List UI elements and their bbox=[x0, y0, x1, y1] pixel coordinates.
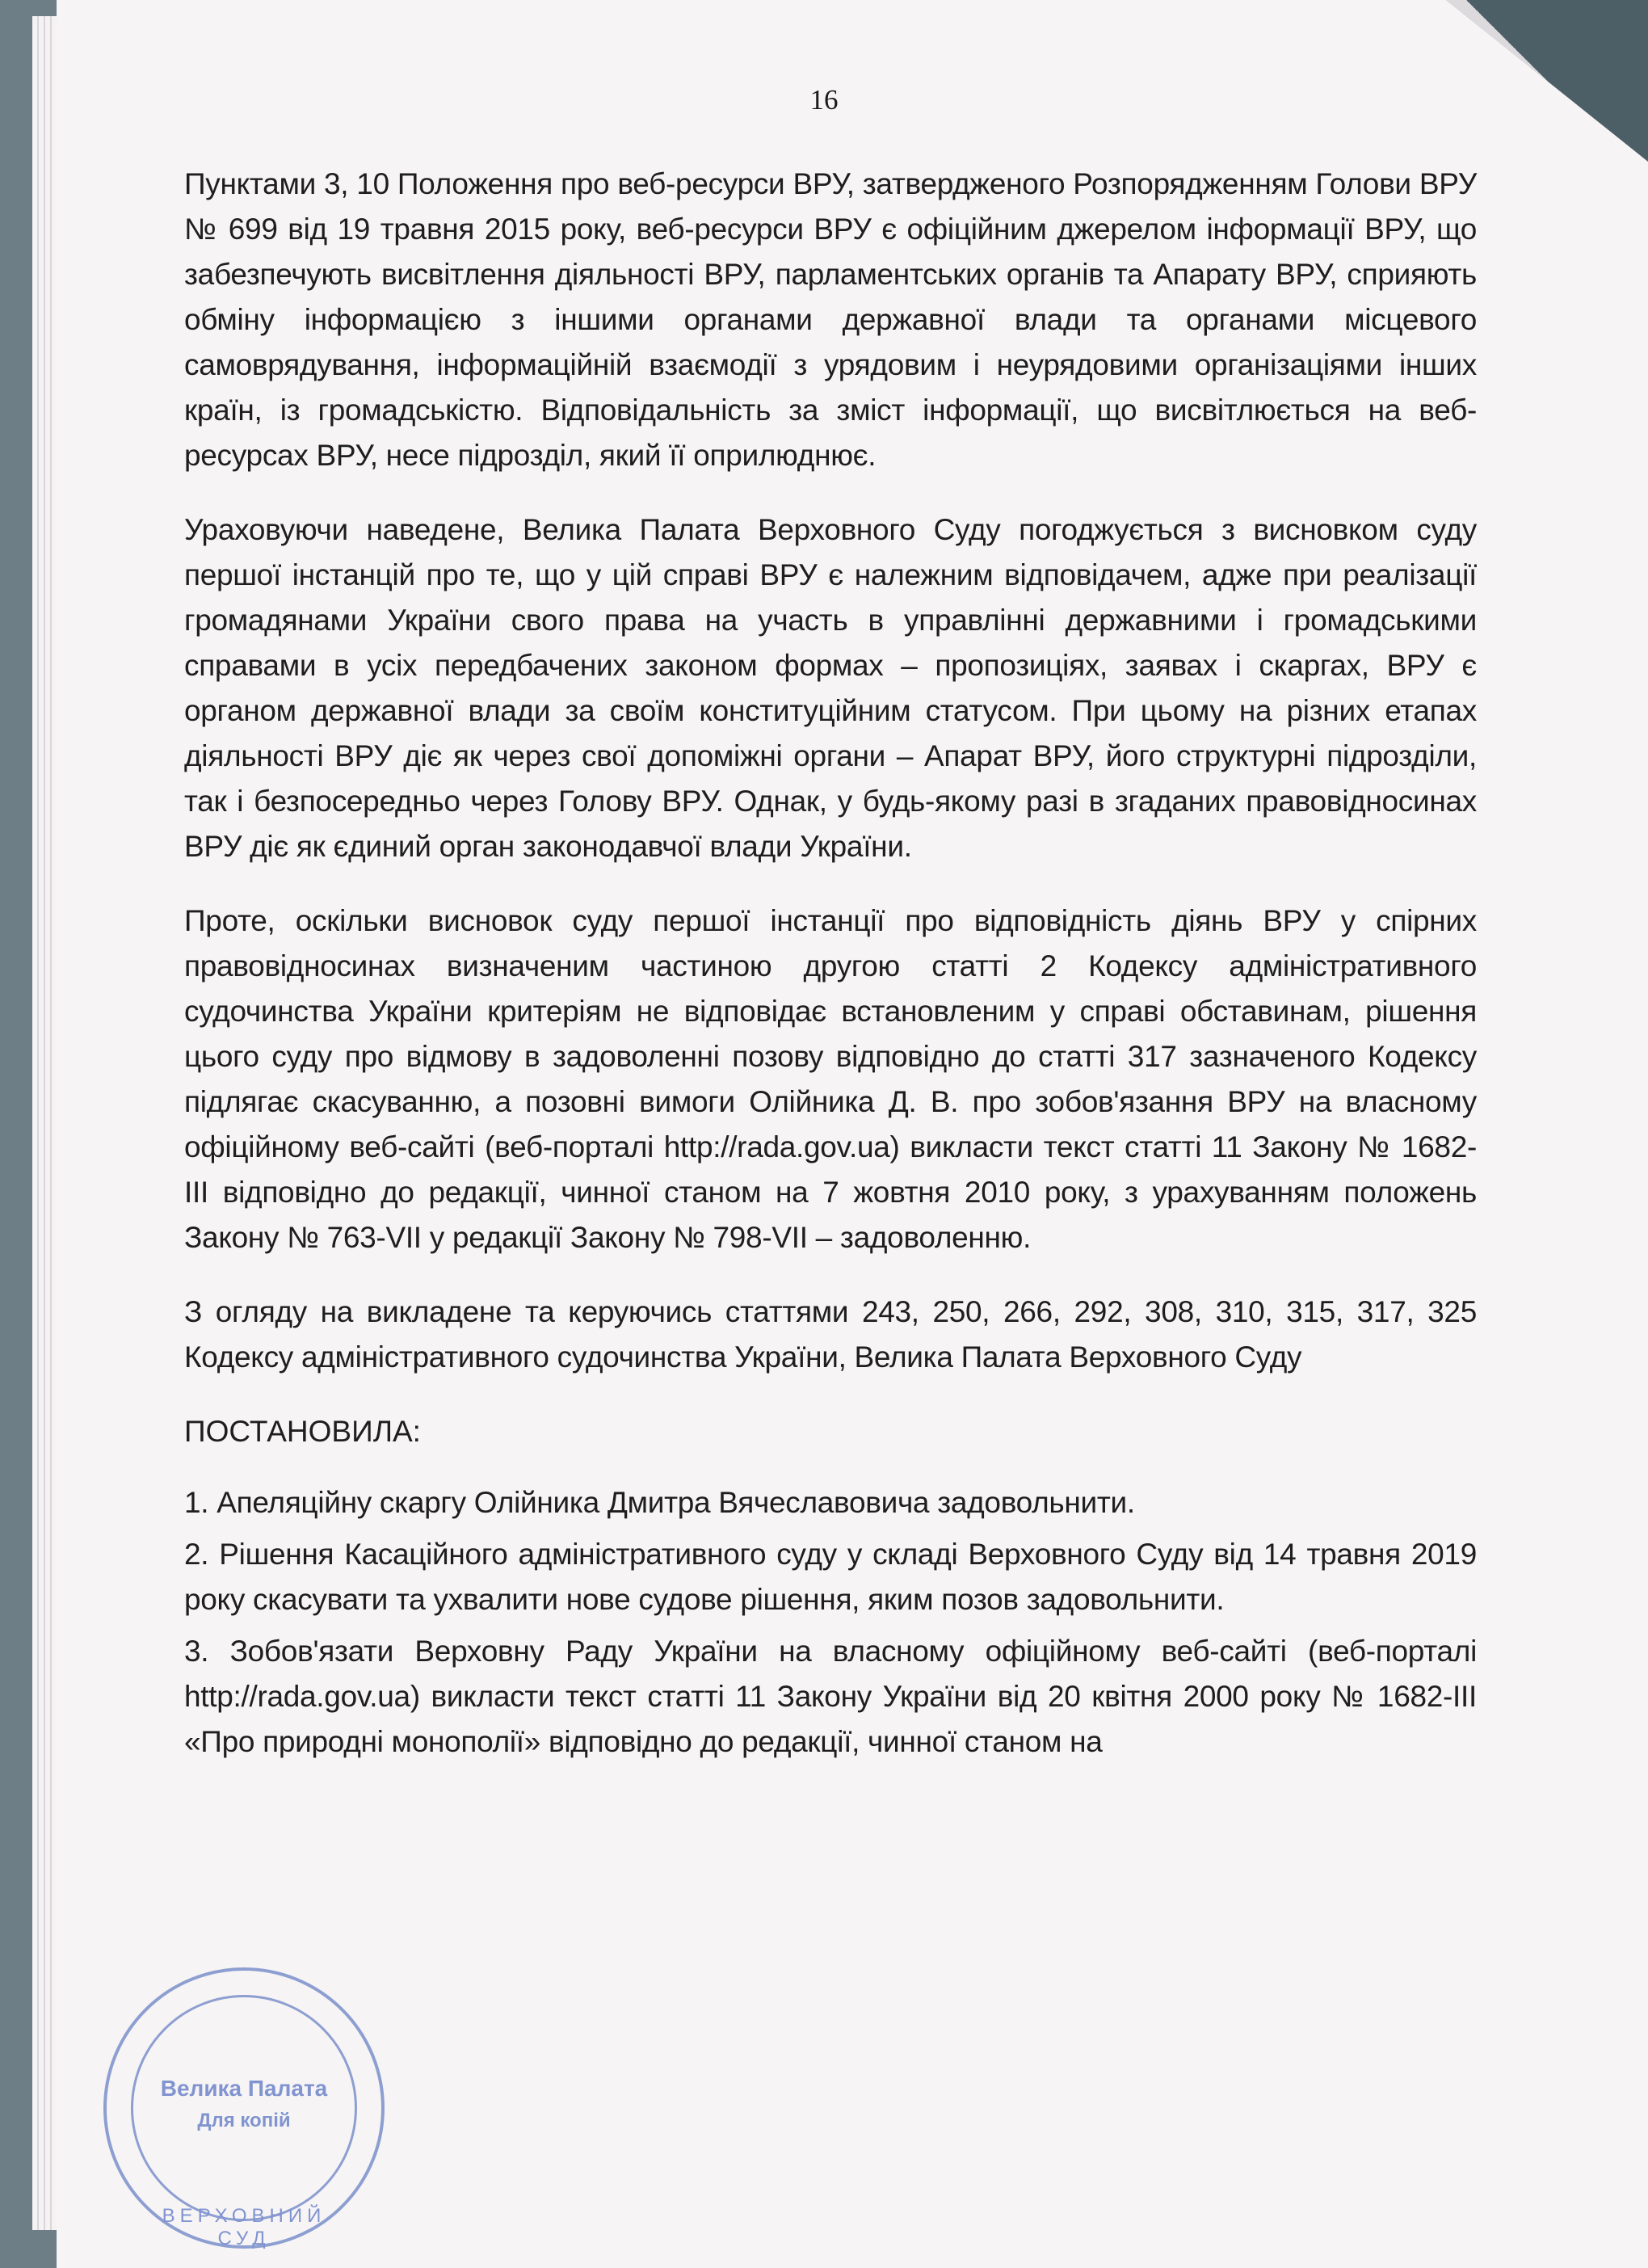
resolution-item-2: 2. Рішення Касаційного адміністративного суду у складі Верховного Суду від 14 травня 2019 року скасувати та ухвалити нове судове рішення, яким позов задовольнити. bbox=[184, 1538, 1477, 1616]
resolution-heading: ПОСТАНОВИЛА: bbox=[184, 1415, 421, 1448]
resolution-item-1: 1. Апеляційну скаргу Олійника Дмитра Вячеславовича задовольнити. bbox=[184, 1486, 1135, 1519]
stamp-rim-text: ВЕРХОВНИЙ СУД bbox=[162, 2205, 326, 2249]
paragraph-proper-defendant: Ураховуючи наведене, Велика Палата Верховного Суду погоджується з висновком суду першої інстанцій про те, що у цій справі ВРУ є належним відповідачем, адже при реалізації громадянами України свого права на участь в управлінні державними і громадськими справами в усіх передбачених законом формах – пропозиціях, заявах і скаргах, ВРУ є органом державної влади за своїм конституційним статусом. При цьому на різних етапах діяльності ВРУ діє як через свої допоміжні органи – Апарат ВРУ, його структурні підрозділи, так і безпосередньо через Голову ВРУ. Однак, у будь-якому разі в згаданих правовідносинах ВРУ діє як єдиний орган законодавчої влади України. bbox=[184, 513, 1477, 863]
page-number: 16 bbox=[809, 84, 839, 116]
stamp-line-1: Велика Палата bbox=[160, 2076, 328, 2101]
resolution-item-3: 3. Зобов'язати Верховну Раду України на власному офіційному веб-сайті (веб-порталі http://rada.gov.ua) викласти текст статті 11 Закону України від 20 квітня 2000 року № 1682-ІІІ «Про природні монополії» відповідно до редакції, чинної станом на bbox=[184, 1635, 1477, 1758]
stamp-line-2: Для копій bbox=[197, 2110, 291, 2131]
stamp-inner-ring bbox=[131, 1995, 357, 2221]
paragraph-legal-basis: З огляду на викладене та керуючись статтями 243, 250, 266, 292, 308, 310, 315, 317, 325 Кодексу адміністративного судочинства України, Велика Палата Верховного Суду bbox=[184, 1295, 1477, 1374]
court-seal-stamp bbox=[103, 1967, 385, 2249]
document-body bbox=[184, 162, 1477, 1771]
paragraph-reversal-grounds: Проте, оскільки висновок суду першої інстанції про відповідність діянь ВРУ у спірних правовідносинах визначеним частиною другою статті 2 Кодексу адміністративного судочинства України критеріям не відповідає встановленим у справі обставинам, рішення цього суду про відмову в задоволенні позову відповідно до статті 317 зазначеного Кодексу підлягає скасуванню, а позовні вимоги Олійника Д. В. про зобов'язання ВРУ на власному офіційному веб-сайті (веб-порталі http://rada.gov.ua) викласти текст статті 11 Закону № 1682-ІІІ відповідно до редакції, чинної станом на 7 жовтня 2010 року, з урахуванням положень Закону № 763-VII у редакції Закону № 798-VII – задоволенню. bbox=[184, 904, 1477, 1254]
paragraph-web-resources: Пунктами 3, 10 Положення про веб-ресурси ВРУ, затвердженого Розпорядженням Голови ВРУ № 699 від 19 травня 2015 року, веб-ресурси ВРУ є офіційним джерелом інформації ВРУ, що забезпечують висвітлення діяльності ВРУ, парламентських органів та Апарату ВРУ, сприяють обміну інформацією з іншими органами державної влади та органами місцевого самоврядування, інформаційній взаємодії з урядовим і неурядовими організаціями інших країн, із громадськістю. Відповідальність за зміст інформації, що висвітлюється на веб-ресурсах ВРУ, несе підрозділ, який її оприлюднює. bbox=[184, 167, 1477, 472]
